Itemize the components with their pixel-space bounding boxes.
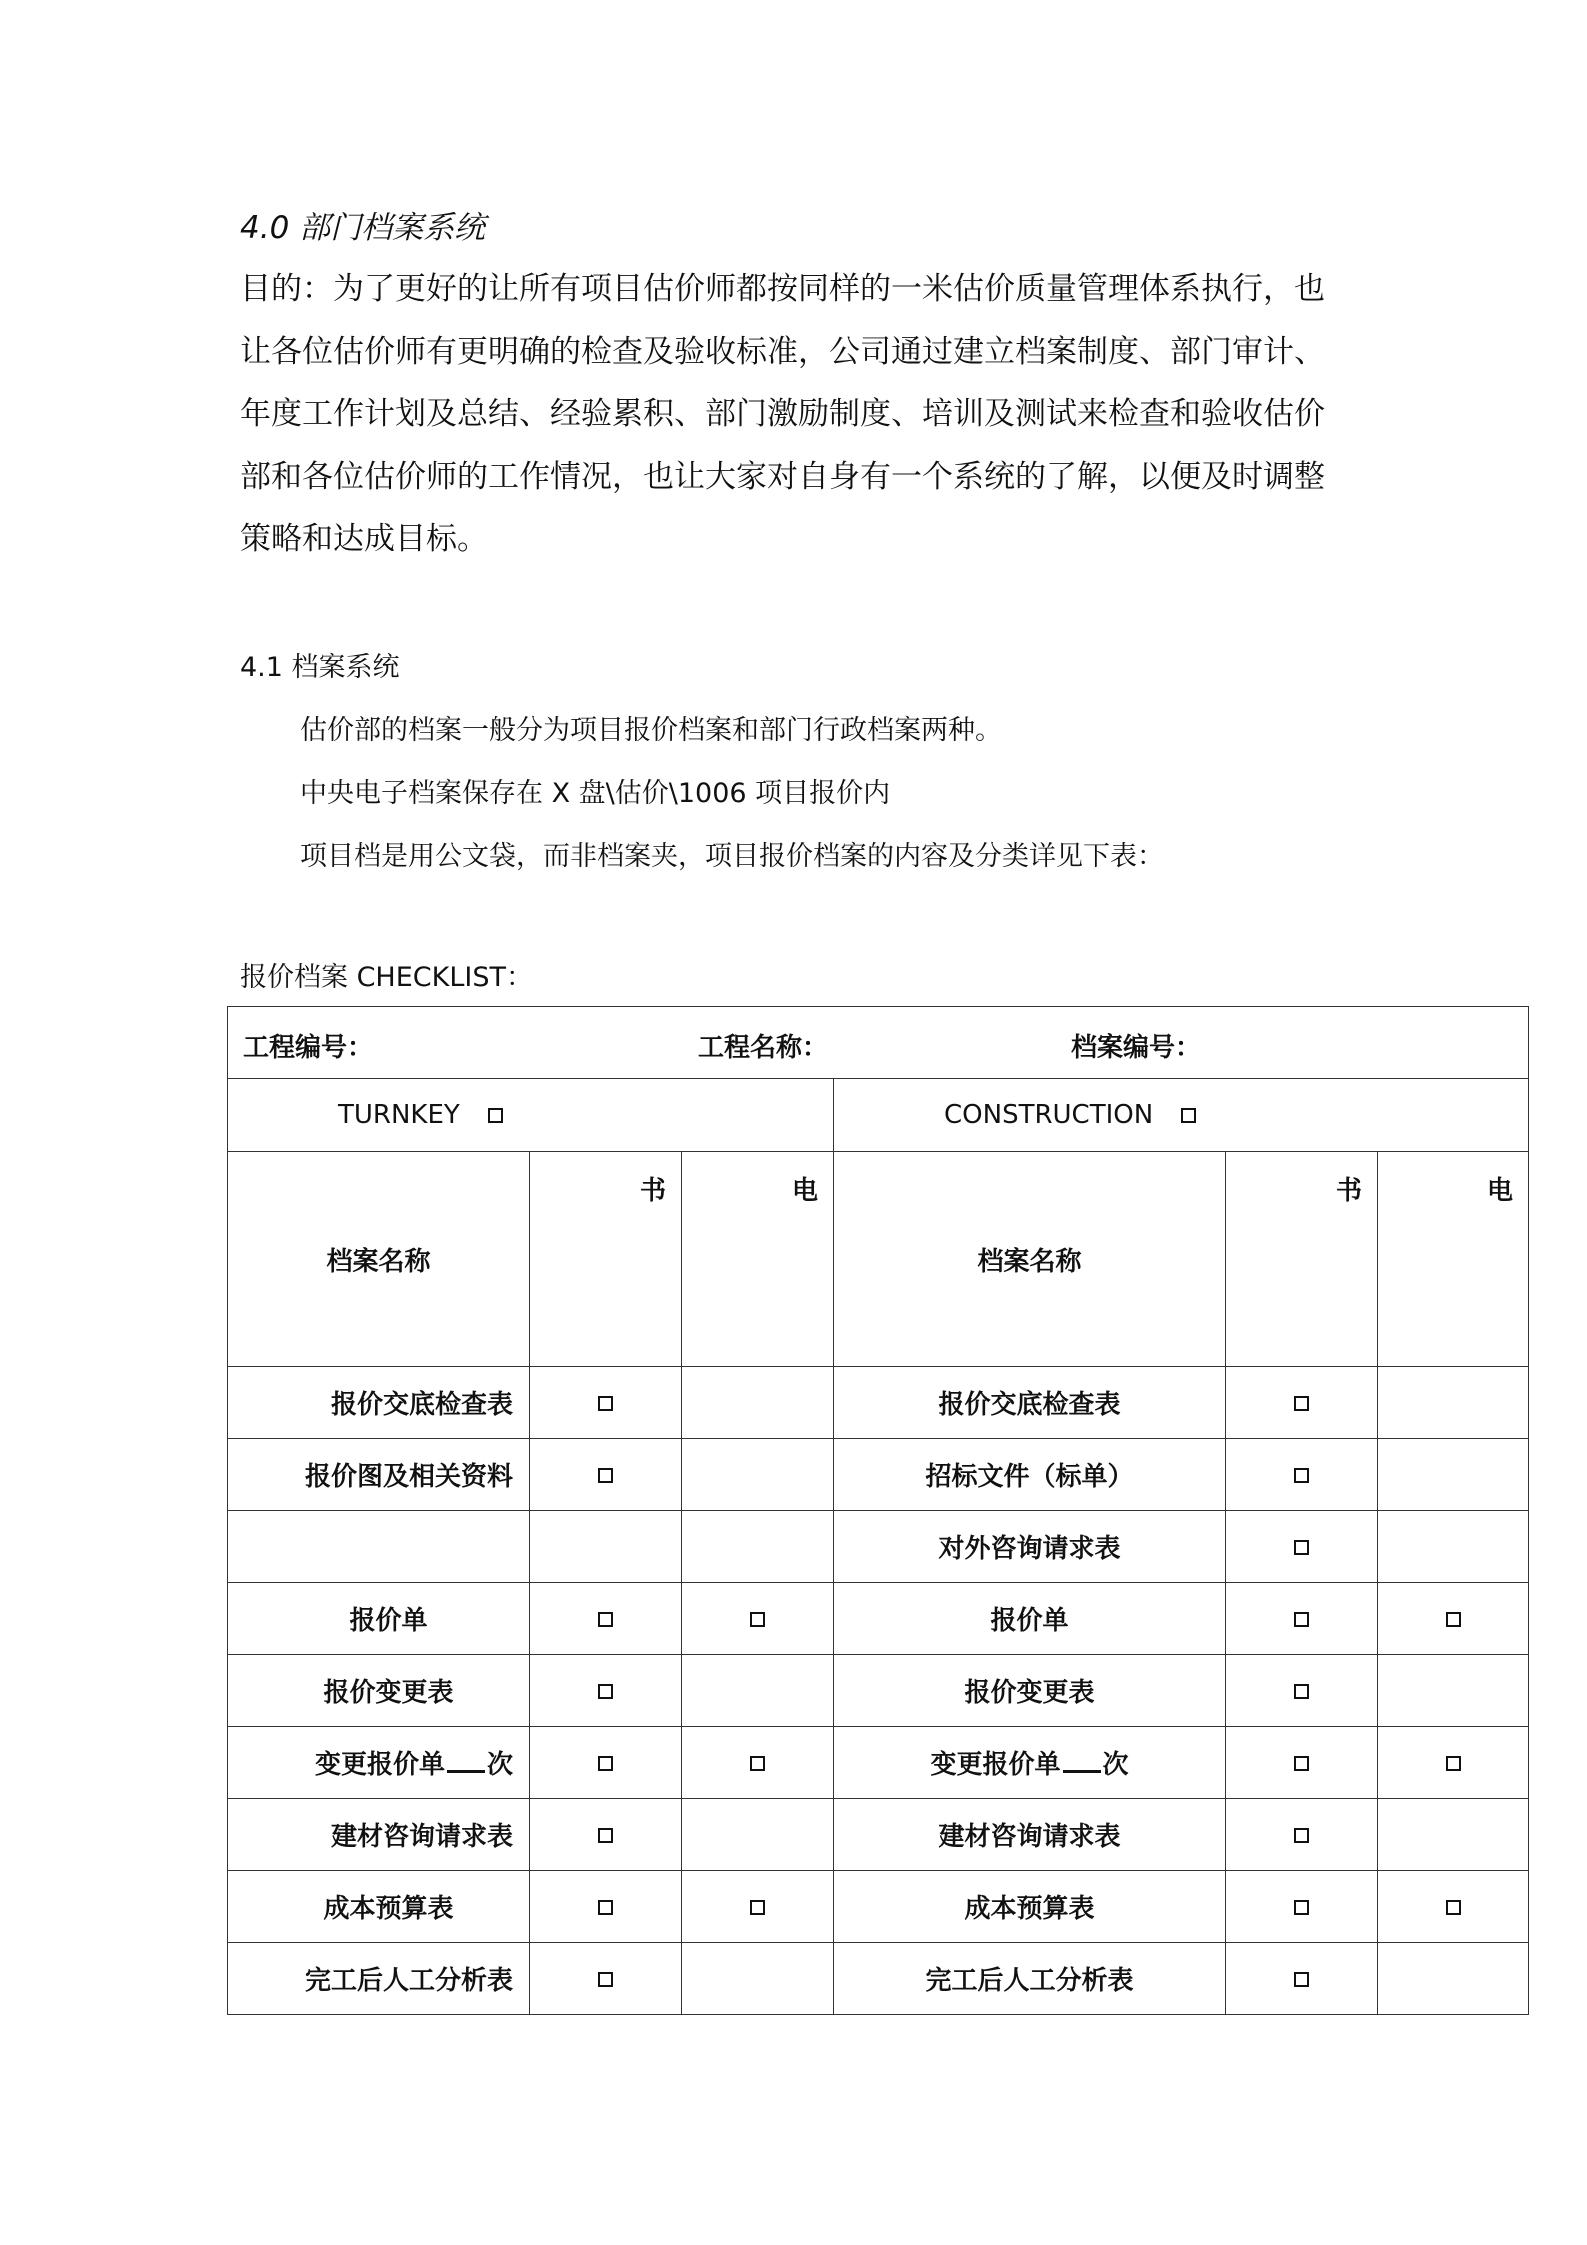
item-name: 对外咨询请求表 (938, 1534, 1121, 1564)
purpose-line: 目的：为了更好的让所有项目估价师都按同样的一米估价质量管理体系执行，也 (240, 271, 1325, 307)
paper-checkbox[interactable] (598, 1396, 613, 1411)
electronic-checkbox[interactable] (750, 1900, 765, 1915)
paper-cell (530, 1583, 682, 1655)
table-row (228, 1799, 1529, 1871)
paper-checkbox[interactable] (1294, 1900, 1309, 1915)
paper-cell (1226, 1655, 1378, 1727)
paper-cell (530, 1367, 682, 1439)
item-name-cell (228, 1943, 530, 2015)
paper-checkbox[interactable] (598, 1612, 613, 1627)
paper-checkbox[interactable] (1294, 1612, 1309, 1627)
electronic-cell (682, 1655, 834, 1727)
subsection-line: 中央电子档案保存在 X 盘\估价\1006 项目报价内 (300, 778, 891, 809)
table-row (228, 1655, 1529, 1727)
item-name: 完工后人工分析表 (304, 1966, 513, 1996)
checklist-table (227, 1006, 1529, 2015)
electronic-cell (1378, 1727, 1529, 1799)
subsection-line: 估价部的档案一般分为项目报价档案和部门行政档案两种。 (300, 715, 1002, 746)
item-name-cell (228, 1727, 530, 1799)
electronic-cell (1378, 1871, 1529, 1943)
col-electronic-header: 电 (1378, 1152, 1529, 1367)
checklist-caption: 报价档案 CHECKLIST： (240, 962, 533, 993)
item-name-cell (228, 1439, 530, 1511)
paper-checkbox[interactable] (598, 1468, 613, 1483)
turnkey-checkbox[interactable] (488, 1108, 503, 1123)
electronic-cell (682, 1511, 834, 1583)
item-name-cell (228, 1655, 530, 1727)
item-name-cell (834, 1511, 1226, 1583)
header-cell (228, 1007, 1529, 1079)
col-paper-header: 书 (530, 1152, 682, 1367)
electronic-cell (682, 1439, 834, 1511)
item-name: 变更报价单 (930, 1750, 1061, 1780)
item-name: 变更报价单 (314, 1750, 445, 1780)
item-name-cell (834, 1727, 1226, 1799)
paper-checkbox[interactable] (1294, 1828, 1309, 1843)
electronic-checkbox[interactable] (750, 1612, 765, 1627)
item-name-cell (834, 1367, 1226, 1439)
table-row (228, 1871, 1529, 1943)
construction-cell (834, 1079, 1529, 1152)
item-name-cell (834, 1799, 1226, 1871)
col-name-header: 档案名称 (228, 1152, 530, 1367)
table-row (228, 1367, 1529, 1439)
table-row (228, 1439, 1529, 1511)
electronic-cell (682, 1367, 834, 1439)
paper-cell (1226, 1367, 1378, 1439)
electronic-cell (682, 1583, 834, 1655)
subsection-line: 项目档是用公文袋，而非档案夹，项目报价档案的内容及分类详见下表： (300, 841, 1164, 872)
electronic-cell (1378, 1511, 1529, 1583)
col-name-header: 档案名称 (834, 1152, 1226, 1367)
item-name: 成本预算表 (964, 1894, 1095, 1924)
paper-cell (530, 1943, 682, 2015)
electronic-cell (1378, 1655, 1529, 1727)
purpose-line: 年度工作计划及总结、经验累积、部门激励制度、培训及测试来检查和验收估价 (240, 396, 1325, 432)
item-name-cell (834, 1439, 1226, 1511)
paper-cell (530, 1655, 682, 1727)
paper-checkbox[interactable] (598, 1828, 613, 1843)
item-name: 建材咨询请求表 (330, 1822, 513, 1852)
paper-checkbox[interactable] (598, 1900, 613, 1915)
paper-cell (1226, 1439, 1378, 1511)
paper-cell (1226, 1583, 1378, 1655)
electronic-cell (682, 1871, 834, 1943)
header-row (228, 1007, 1529, 1079)
electronic-cell (1378, 1367, 1529, 1439)
item-name: 成本预算表 (323, 1894, 454, 1924)
purpose-line: 策略和达成目标。 (240, 521, 488, 557)
electronic-cell (682, 1799, 834, 1871)
paper-cell (530, 1439, 682, 1511)
item-name-cell (834, 1871, 1226, 1943)
paper-cell (530, 1871, 682, 1943)
paper-checkbox[interactable] (598, 1756, 613, 1771)
col-paper-header: 书 (1226, 1152, 1378, 1367)
purpose-paragraph (240, 258, 1350, 571)
item-name-cell (834, 1655, 1226, 1727)
paper-checkbox[interactable] (1294, 1756, 1309, 1771)
item-name: 报价单 (349, 1606, 428, 1636)
count-blank (447, 1750, 485, 1773)
project-name-label: 工程名称： (698, 1033, 829, 1063)
turnkey-cell (228, 1079, 834, 1152)
table-row (228, 1727, 1529, 1799)
item-name-cell (834, 1943, 1226, 2015)
paper-cell (530, 1511, 682, 1583)
item-name: 完工后人工分析表 (925, 1966, 1134, 1996)
item-name-suffix: 次 (1102, 1750, 1129, 1780)
item-name-cell (834, 1583, 1226, 1655)
checklist-rows (228, 1367, 1529, 2015)
project-number-label: 工程编号： (243, 1033, 374, 1063)
table-row (228, 1943, 1529, 2015)
electronic-checkbox[interactable] (1446, 1756, 1461, 1771)
item-name: 报价单 (990, 1606, 1069, 1636)
electronic-checkbox[interactable] (750, 1756, 765, 1771)
item-name-cell (228, 1871, 530, 1943)
item-name: 报价变更表 (323, 1678, 454, 1708)
item-name-cell (228, 1511, 530, 1583)
column-header-row (228, 1152, 1529, 1367)
paper-cell (530, 1799, 682, 1871)
table-row (228, 1511, 1529, 1583)
paper-checkbox[interactable] (1294, 1972, 1309, 1987)
electronic-cell (1378, 1799, 1529, 1871)
construction-checkbox[interactable] (1181, 1108, 1196, 1123)
item-name-cell (228, 1367, 530, 1439)
paper-checkbox[interactable] (598, 1972, 613, 1987)
item-name: 报价交底检查表 (938, 1390, 1121, 1420)
paper-checkbox[interactable] (1294, 1396, 1309, 1411)
paper-cell (1226, 1799, 1378, 1871)
paper-cell (1226, 1511, 1378, 1583)
item-name: 报价交底检查表 (330, 1390, 513, 1420)
item-name-cell (228, 1583, 530, 1655)
col-electronic-header: 电 (682, 1152, 834, 1367)
electronic-checkbox[interactable] (1446, 1612, 1461, 1627)
electronic-cell (682, 1943, 834, 2015)
item-name: 建材咨询请求表 (938, 1822, 1121, 1852)
paper-cell (1226, 1943, 1378, 2015)
electronic-cell (1378, 1439, 1529, 1511)
file-number-label: 档案编号： (1071, 1033, 1202, 1063)
paper-checkbox[interactable] (1294, 1540, 1309, 1555)
turnkey-label: TURNKEY (338, 1100, 460, 1130)
electronic-cell (1378, 1583, 1529, 1655)
item-name-suffix: 次 (486, 1750, 513, 1780)
table-row (228, 1583, 1529, 1655)
paper-checkbox[interactable] (1294, 1684, 1309, 1699)
purpose-line: 部和各位估价师的工作情况，也让大家对自身有一个系统的了解，以便及时调整 (240, 458, 1325, 495)
item-name: 招标文件（标单） (925, 1462, 1134, 1492)
paper-cell (1226, 1727, 1378, 1799)
item-name-cell (228, 1799, 530, 1871)
electronic-cell (1378, 1943, 1529, 2015)
construction-label: CONSTRUCTION (944, 1100, 1154, 1130)
section-heading: 4.0 部门档案系统 (240, 210, 486, 246)
paper-checkbox[interactable] (1294, 1468, 1309, 1483)
electronic-cell (682, 1727, 834, 1799)
purpose-line: 让各位估价师有更明确的检查及验收标准，公司通过建立档案制度、部门审计、 (240, 333, 1325, 370)
item-name: 报价图及相关资料 (304, 1462, 513, 1492)
electronic-checkbox[interactable] (1446, 1900, 1461, 1915)
paper-cell (1226, 1871, 1378, 1943)
item-name: 报价变更表 (964, 1678, 1095, 1708)
count-blank (1063, 1750, 1101, 1773)
paper-checkbox[interactable] (598, 1684, 613, 1699)
paper-cell (530, 1727, 682, 1799)
type-row (228, 1079, 1529, 1152)
subsection-heading: 4.1 档案系统 (240, 652, 400, 683)
